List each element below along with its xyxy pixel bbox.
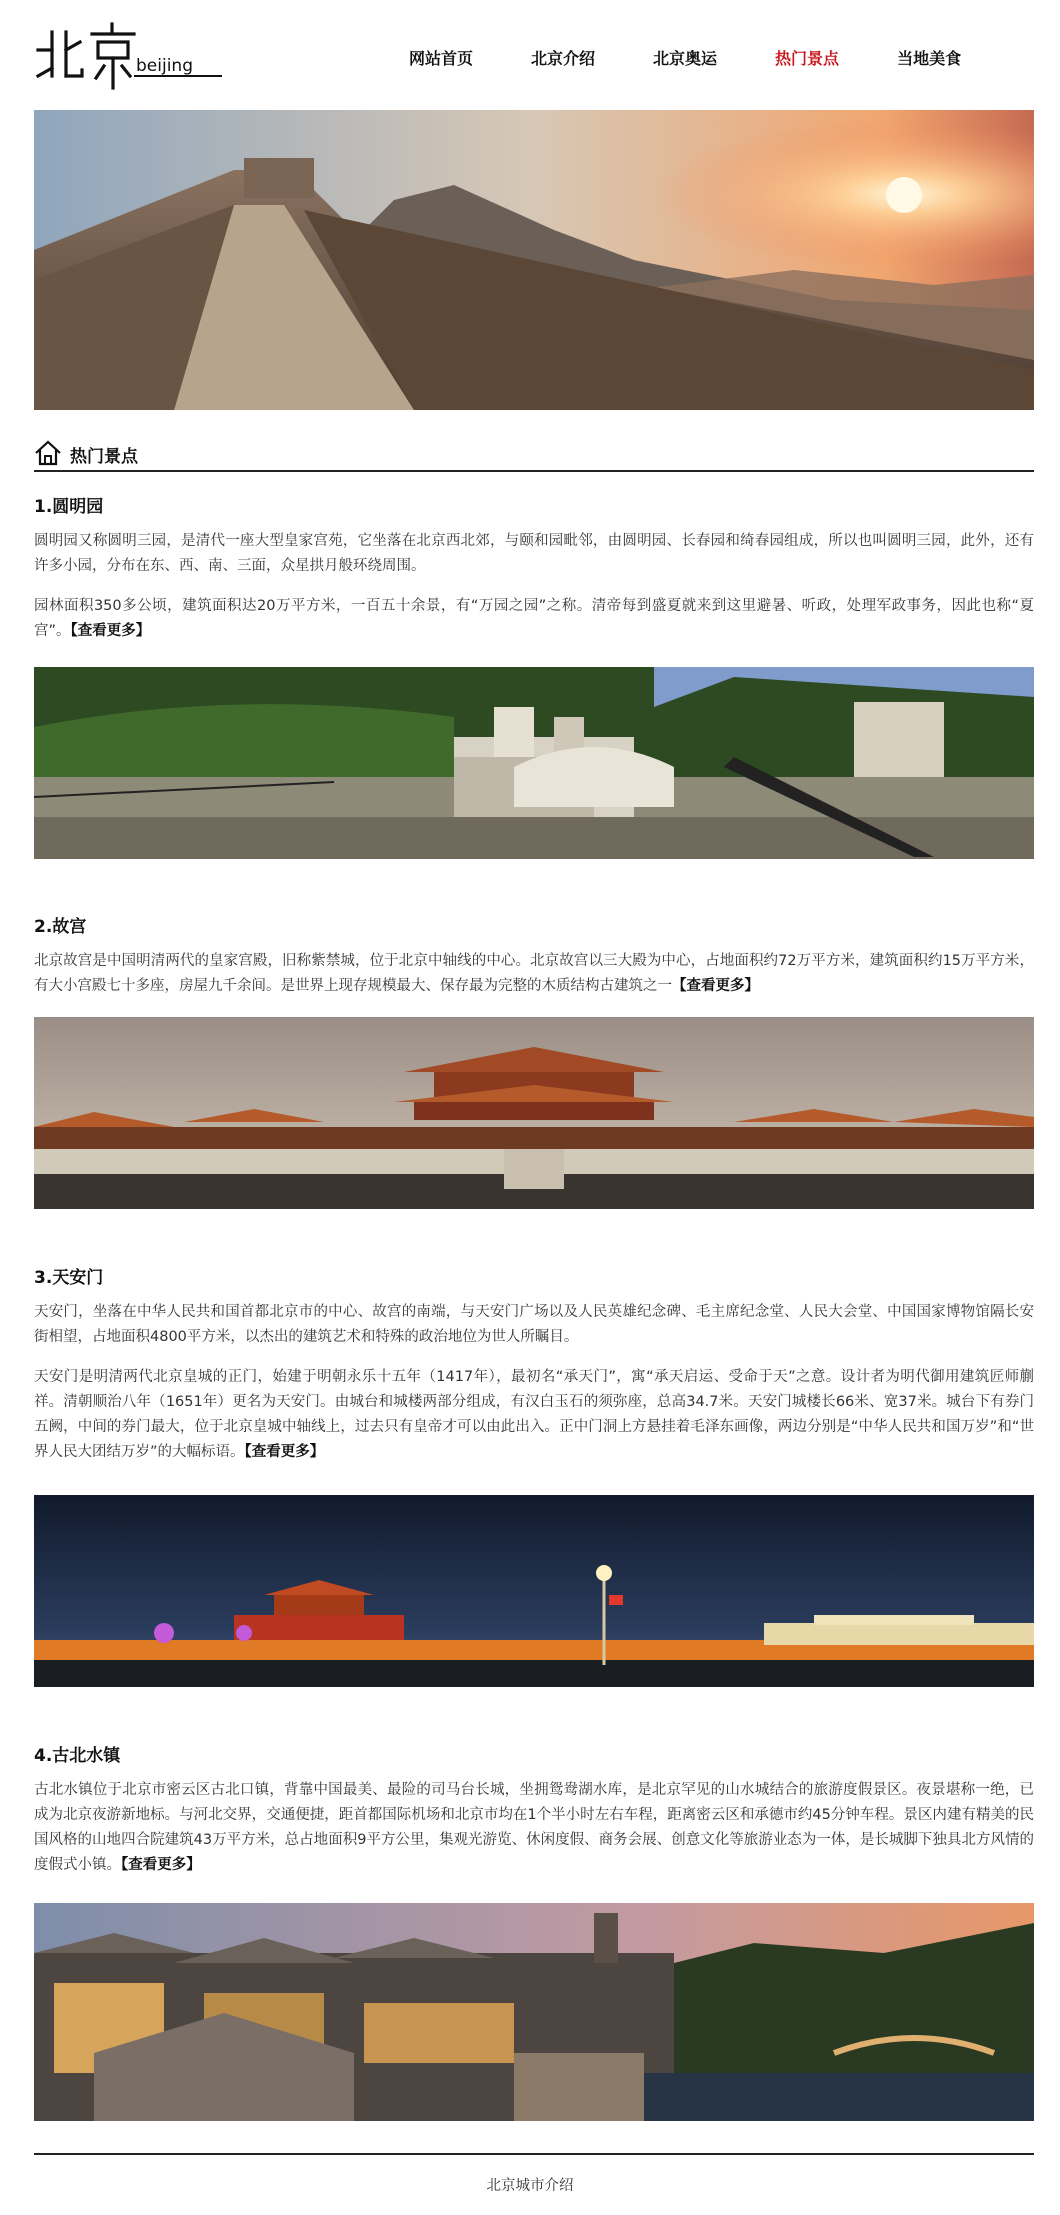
section-header-hot-spots [34,440,1034,472]
site-header [34,10,1034,100]
spot-paragraph-text: 古北水镇位于北京市密云区古北口镇，背靠中国最美、最险的司马台长城，坐拥鸳鸯湖水库，是北京罕见的山水城结合的旅游度假景区。夜景堪称一绝，已成为北京夜游新地标。与河北交界，交通便捷，距首都国际机场和北京市均在1个半小时左右车程，距离密云区和承德市约45分钟车程。景区内建有精美的民国风格的山地四合院建筑43万平方米，总占地面积9平方公里，集观光游览、休闲度假、商务会展、创意文化等旅游业态为一体，是长城脚下独具北方风情的度假式小镇。 [34,1782,1034,1873]
read-more-link[interactable]: 【查看更多】 [672,978,759,994]
site-logo[interactable] [34,18,224,96]
spot-paragraph-text: 天安门是明清两代北京皇城的正门，始建于明朝永乐十五年（1417年），最初名“承天门”，寓“承天启运、受命于天”之意。设计者为明代御用建筑匠师蒯祥。清朝顺治八年（1651年）更名为天安门。由城台和城楼两部分组成，有汉白玉石的须弥座，总高34.7米。天安门城楼长66米、宽37米。城台下有券门五阙，中间的券门最大，位于北京皇城中轴线上，过去只有皇帝才可以由此出入。正中门洞上方悬挂着毛泽东画像，两边分别是“中华人民共和国万岁”和“世界人民大团结万岁”的大幅标语。 [34,1369,1034,1460]
spot-paragraph-text: 北京故宫是中国明清两代的皇家宫殿，旧称紫禁城，位于北京中轴线的中心。北京故宫以三大殿为中心，占地面积约72万平方米，建筑面积约15万平方米，有大小宫殿七十多座，房屋九千余间。是世界上现存规模最大、保存最为完整的木质结构古建筑之一 [34,953,1034,994]
section-title: 热门景点 [70,447,138,467]
spot-image-yuanmingyuan [34,667,1034,859]
read-more-link[interactable]: 【查看更多】 [244,1444,325,1460]
spot-title: 3.天安门 [34,1268,104,1288]
svg-text:beijing: beijing [136,56,193,76]
spot-paragraph: 圆明园又称圆明三园，是清代一座大型皇家宫苑，它坐落在北京西北郊，与颐和园毗邻，由圆明园、长春园和绮春园组成，所以也叫圆明三园，此外，还有许多小园，分布在东、西、南、三面，众星拱月般环绕周围。 [34,533,1034,574]
nav-beijing-intro[interactable]: 北京介绍 [531,49,596,68]
footer-text: 北京城市介绍 [486,2178,574,2194]
spot-image-gubei-water-town [34,1903,1034,2121]
spot-paragraph: 天安门，坐落在中华人民共和国首都北京市的中心、故宫的南端，与天安门广场以及人民英雄纪念碑、毛主席纪念堂、人民大会堂、中国国家博物馆隔长安街相望，占地面积4800平方米，以杰出的建筑艺术和特殊的政治地位为世人所瞩目。 [34,1304,1034,1345]
nav-local-food[interactable]: 当地美食 [897,49,962,68]
spot-title: 2.故宫 [34,917,87,937]
spot-paragraph [34,594,1034,644]
spot-image-forbidden-city [34,1017,1034,1209]
spot-title: 1.圆明园 [34,497,104,517]
read-more-link[interactable]: 【查看更多】 [70,623,151,639]
nav-home[interactable]: 网站首页 [409,49,474,68]
read-more-link[interactable]: 【查看更多】 [121,1857,201,1873]
main-nav [409,46,1019,69]
footer-divider [34,2153,1034,2155]
spot-image-tiananmen [34,1495,1034,1687]
spot-gubei-water-town [34,1741,1034,1893]
spot-paragraph [34,1778,1034,1878]
spot-paragraph-text: 园林面积350多公顷，建筑面积达20万平方米，一百五十余景，有“万园之园”之称。清帝每到盛夏就来到这里避暑、听政，处理军政事务，因此也称“夏宫”。 [34,598,1034,639]
spot-paragraph [34,949,1034,999]
spot-forbidden-city [34,912,1034,1014]
spot-tiananmen [34,1263,1034,1480]
spot-paragraph [34,1365,1034,1465]
logo-graphic [34,18,224,96]
nav-beijing-olympics[interactable]: 北京奥运 [653,49,718,68]
spot-title: 4.古北水镇 [34,1746,121,1766]
nav-hot-spots[interactable]: 热门景点 [775,49,840,68]
home-icon [34,440,62,466]
hero-banner-great-wall [34,110,1034,410]
spot-yuanmingyuan [34,492,1034,659]
